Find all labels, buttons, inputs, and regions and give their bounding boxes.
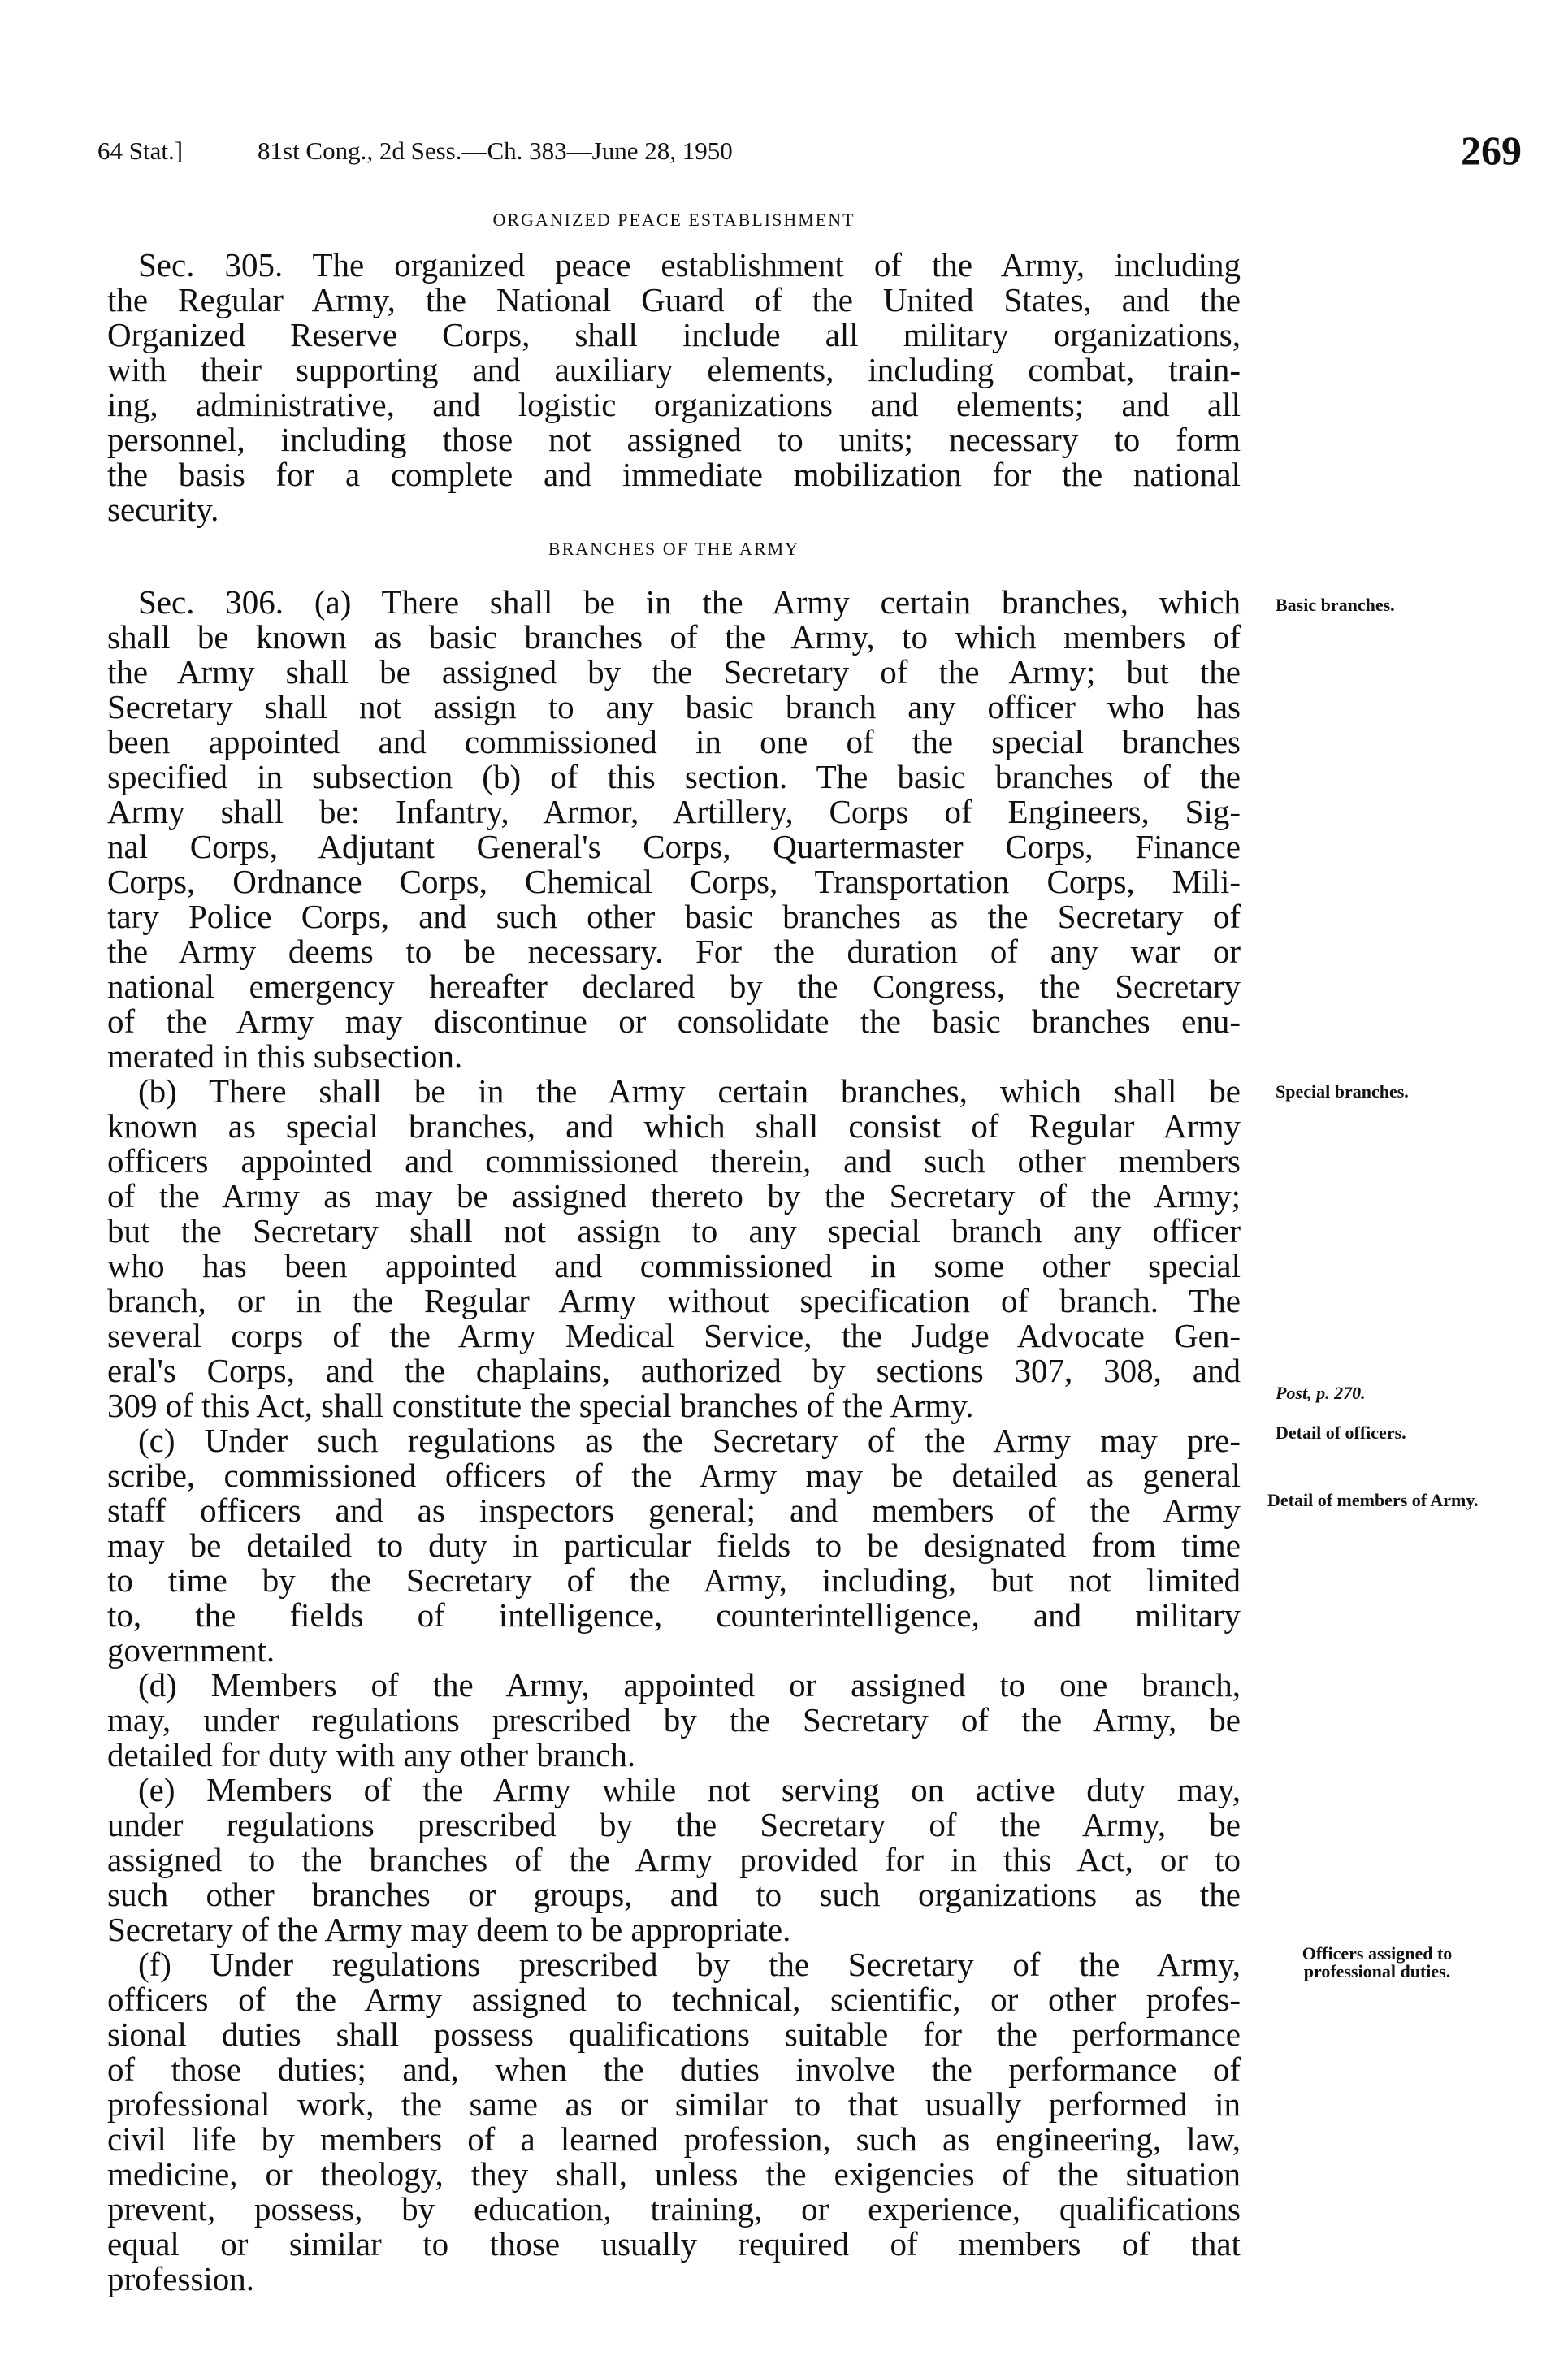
section-306 bbox=[107, 585, 1241, 2297]
text-line: officers appointed and commissioned therein, and such other members bbox=[107, 1142, 1241, 1180]
margin-note-officers-professional-duties: Officers assigned to professional duties. bbox=[1302, 1943, 1453, 1981]
section-heading-branches-of-the-army: BRANCHES OF THE ARMY bbox=[548, 539, 800, 559]
text-line: security. bbox=[107, 491, 219, 528]
text-line: to time by the Secretary of the Army, including, but not limited bbox=[107, 1561, 1241, 1599]
text-line: of the Army may discontinue or consolidate the basic branches enu- bbox=[107, 1002, 1241, 1040]
text-line: but the Secretary shall not assign to any special branch any officer bbox=[107, 1212, 1241, 1249]
text-line: Army shall be: Infantry, Armor, Artillery, Corps of Engineers, Sig- bbox=[107, 793, 1241, 830]
margin-note-post-reference: Post, p. 270. bbox=[1276, 1383, 1366, 1403]
margin-note-basic-branches: Basic branches. bbox=[1276, 595, 1395, 615]
text-line: tary Police Corps, and such other basic branches as the Secretary of bbox=[107, 898, 1241, 935]
text-line: sional duties shall possess qualifications suitable for the performance bbox=[107, 2016, 1241, 2053]
volume-reference: 64 Stat.] bbox=[97, 136, 184, 165]
text-line: officers of the Army assigned to technical, scientific, or other profes- bbox=[107, 1981, 1241, 2018]
text-line: assigned to the branches of the Army provided for in this Act, or to bbox=[107, 1841, 1241, 1878]
text-line: Sec. 305. The organized peace establishment of the Army, including bbox=[138, 246, 1241, 284]
text-line: ing, administrative, and logistic organizations and elements; and all bbox=[107, 386, 1241, 423]
text-line: medicine, or theology, they shall, unless the exigencies of the situation bbox=[107, 2155, 1241, 2193]
text-line: may, under regulations prescribed by the Secretary of the Army, be bbox=[107, 1701, 1241, 1739]
text-line: the Army deems to be necessary. For the duration of any war or bbox=[107, 933, 1241, 970]
text-line: known as special branches, and which shall consist of Regular Army bbox=[107, 1107, 1241, 1145]
text-line: personnel, including those not assigned to units; necessary to form bbox=[107, 421, 1241, 458]
margin-note-special-branches: Special branches. bbox=[1276, 1081, 1409, 1102]
text-line: Secretary of the Army may deem to be appropriate. bbox=[107, 1911, 791, 1948]
margin-note-detail-of-members: Detail of members of Army. bbox=[1267, 1490, 1479, 1510]
text-line: staff officers and as inspectors general; and members of the Army bbox=[107, 1492, 1241, 1529]
text-line: of those duties; and, when the duties involve the performance of bbox=[107, 2050, 1241, 2088]
text-line: government. bbox=[107, 1631, 275, 1669]
running-header: 81st Cong., 2d Sess.—Ch. 383—June 28, 1950 bbox=[258, 136, 733, 165]
text-line: detailed for duty with any other branch. bbox=[107, 1736, 636, 1773]
text-line: may be detailed to duty in particular fields to be designated from time bbox=[107, 1526, 1241, 1564]
section-heading-organized-peace-establishment: ORGANIZED PEACE ESTABLISHMENT bbox=[492, 210, 855, 230]
text-line: national emergency hereafter declared by the Congress, the Secretary bbox=[107, 968, 1241, 1005]
text-line: (d) Members of the Army, appointed or assigned to one branch, bbox=[138, 1666, 1241, 1704]
text-line: merated in this subsection. bbox=[107, 1037, 463, 1075]
text-line: civil life by members of a learned profession, such as engineering, law, bbox=[107, 2120, 1241, 2158]
text-line: with their supporting and auxiliary elements, including combat, train- bbox=[107, 351, 1241, 388]
text-line: several corps of the Army Medical Service, the Judge Advocate Gen- bbox=[107, 1317, 1241, 1354]
text-line: shall be known as basic branches of the Army, to which members of bbox=[107, 618, 1241, 656]
text-line: who has been appointed and commissioned in some other special bbox=[107, 1247, 1241, 1284]
text-line: equal or similar to those usually required of members of that bbox=[107, 2225, 1241, 2263]
text-line: Sec. 306. (a) There shall be in the Army certain branches, which bbox=[138, 583, 1241, 621]
text-line: eral's Corps, and the chaplains, authorized by sections 307, 308, and bbox=[107, 1352, 1241, 1389]
text-line: (b) There shall be in the Army certain branches, which shall be bbox=[138, 1072, 1241, 1110]
text-line: the basis for a complete and immediate mobilization for the national bbox=[107, 456, 1241, 493]
text-line: to, the fields of intelligence, counterintelligence, and military bbox=[107, 1596, 1241, 1634]
text-line: (e) Members of the Army while not serving on active duty may, bbox=[138, 1771, 1241, 1808]
text-line: prevent, possess, by education, training, or experience, qualifications bbox=[107, 2190, 1241, 2228]
text-line: (c) Under such regulations as the Secretary of the Army may pre- bbox=[138, 1422, 1241, 1459]
text-line: branch, or in the Regular Army without specification of branch. The bbox=[107, 1282, 1241, 1319]
text-line: profession. bbox=[107, 2260, 255, 2297]
text-line: Corps, Ordnance Corps, Chemical Corps, Transportation Corps, Mili- bbox=[107, 863, 1241, 900]
text-line: scribe, commissioned officers of the Army may be detailed as general bbox=[107, 1457, 1241, 1494]
text-line: (f) Under regulations prescribed by the Secretary of the Army, bbox=[138, 1946, 1241, 1983]
text-line: Secretary shall not assign to any basic branch any officer who has bbox=[107, 688, 1241, 725]
text-line: the Army shall be assigned by the Secretary of the Army; but the bbox=[107, 653, 1241, 691]
margin-note-detail-of-officers: Detail of officers. bbox=[1276, 1423, 1406, 1443]
section-305 bbox=[107, 248, 1241, 527]
page-number: 269 bbox=[1461, 128, 1522, 173]
text-line: such other branches or groups, and to such organizations as the bbox=[107, 1876, 1241, 1913]
text-line: specified in subsection (b) of this section. The basic branches of the bbox=[107, 758, 1241, 795]
text-line: of the Army as may be assigned thereto by the Secretary of the Army; bbox=[107, 1177, 1241, 1215]
text-line: 309 of this Act, shall constitute the special branches of the Army. bbox=[107, 1387, 974, 1424]
text-line: under regulations prescribed by the Secretary of the Army, be bbox=[107, 1806, 1241, 1843]
text-line: the Regular Army, the National Guard of the United States, and the bbox=[107, 281, 1241, 318]
text-line: been appointed and commissioned in one of the special branches bbox=[107, 723, 1241, 760]
text-line: professional work, the same as or similar to that usually performed in bbox=[107, 2085, 1241, 2123]
text-line: nal Corps, Adjutant General's Corps, Quartermaster Corps, Finance bbox=[107, 828, 1241, 865]
text-line: Organized Reserve Corps, shall include all military organizations, bbox=[107, 316, 1241, 353]
